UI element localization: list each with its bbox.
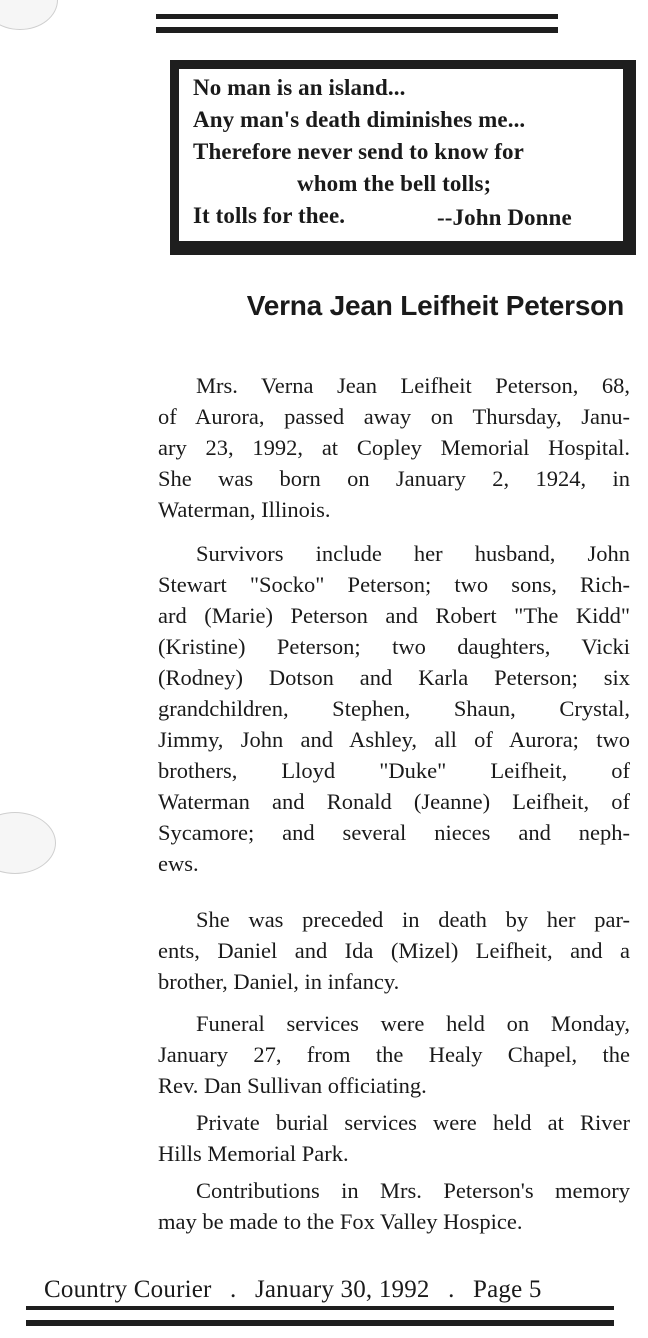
body-line: Funeral services were held on Monday, — [196, 1011, 630, 1036]
body-line: Hills Memorial Park. — [158, 1141, 349, 1166]
body-line: (Kristine) Peterson; two daughters, Vicki — [158, 634, 630, 659]
body-line: Contributions in Mrs. Peterson's memory — [196, 1178, 630, 1203]
body-line: brothers, Lloyd "Duke" Leifheit, of — [158, 758, 630, 783]
body-line: Stewart "Socko" Peterson; two sons, Rich- — [158, 572, 630, 597]
body-line: She was preceded in death by her par- — [196, 907, 630, 932]
body-line: Sycamore; and several nieces and neph- — [158, 820, 630, 845]
footer-separator: . — [448, 1276, 455, 1303]
body-line: of Aurora, passed away on Thursday, Janu- — [158, 404, 630, 429]
body-line: Rev. Dan Sullivan officiating. — [158, 1073, 427, 1098]
body-line: ews. — [158, 851, 199, 876]
footer-separator: . — [230, 1276, 237, 1303]
body-line: ard (Marie) Peterson and Robert "The Kidd" — [158, 603, 630, 628]
bottom-rule — [26, 1320, 614, 1326]
body-line: Private burial services were held at River — [196, 1110, 630, 1135]
top-rule — [156, 14, 558, 19]
punch-hole — [0, 812, 56, 874]
quote-line: No man is an island... — [193, 75, 406, 100]
body-line: ents, Daniel and Ida (Mizel) Leifheit, and a — [158, 938, 630, 963]
body-line: Waterman and Ronald (Jeanne) Leifheit, of — [158, 789, 630, 814]
body-line: brother, Daniel, in infancy. — [158, 969, 400, 994]
top-rule — [156, 27, 558, 33]
body-line: Jimmy, John and Ashley, all of Aurora; two — [158, 727, 630, 752]
body-line: (Rodney) Dotson and Karla Peterson; six — [158, 665, 630, 690]
quote-line: It tolls for thee. — [193, 203, 346, 228]
body-line: may be made to the Fox Valley Hospice. — [158, 1209, 523, 1234]
body-line: January 27, from the Healy Chapel, the — [158, 1042, 630, 1067]
body-line: grandchildren, Stephen, Shaun, Crystal, — [158, 696, 630, 721]
page-footer — [44, 1276, 542, 1304]
bottom-rule — [26, 1306, 614, 1310]
quote-line: Any man's death diminishes me... — [193, 107, 526, 132]
quote-box — [170, 60, 636, 255]
quote-author: --John Donne — [437, 205, 572, 230]
page-number: Page 5 — [473, 1276, 542, 1303]
body-line: Mrs. Verna Jean Leifheit Peterson, 68, — [196, 373, 630, 398]
publication-date: January 30, 1992 — [254, 1276, 430, 1303]
body-line: Survivors include her husband, John — [196, 541, 630, 566]
quote-line: Therefore never send to know for — [193, 139, 524, 164]
body-line: Waterman, Illinois. — [158, 497, 331, 522]
publication-name: Country Courier — [44, 1276, 212, 1303]
punch-hole — [0, 0, 58, 30]
quote-line: whom the bell tolls; — [297, 171, 492, 196]
obituary-headline: Verna Jean Leifheit Peterson — [246, 290, 624, 321]
body-line: ary 23, 1992, at Copley Memorial Hospital. — [158, 435, 630, 460]
body-line: She was born on January 2, 1924, in — [158, 466, 630, 491]
